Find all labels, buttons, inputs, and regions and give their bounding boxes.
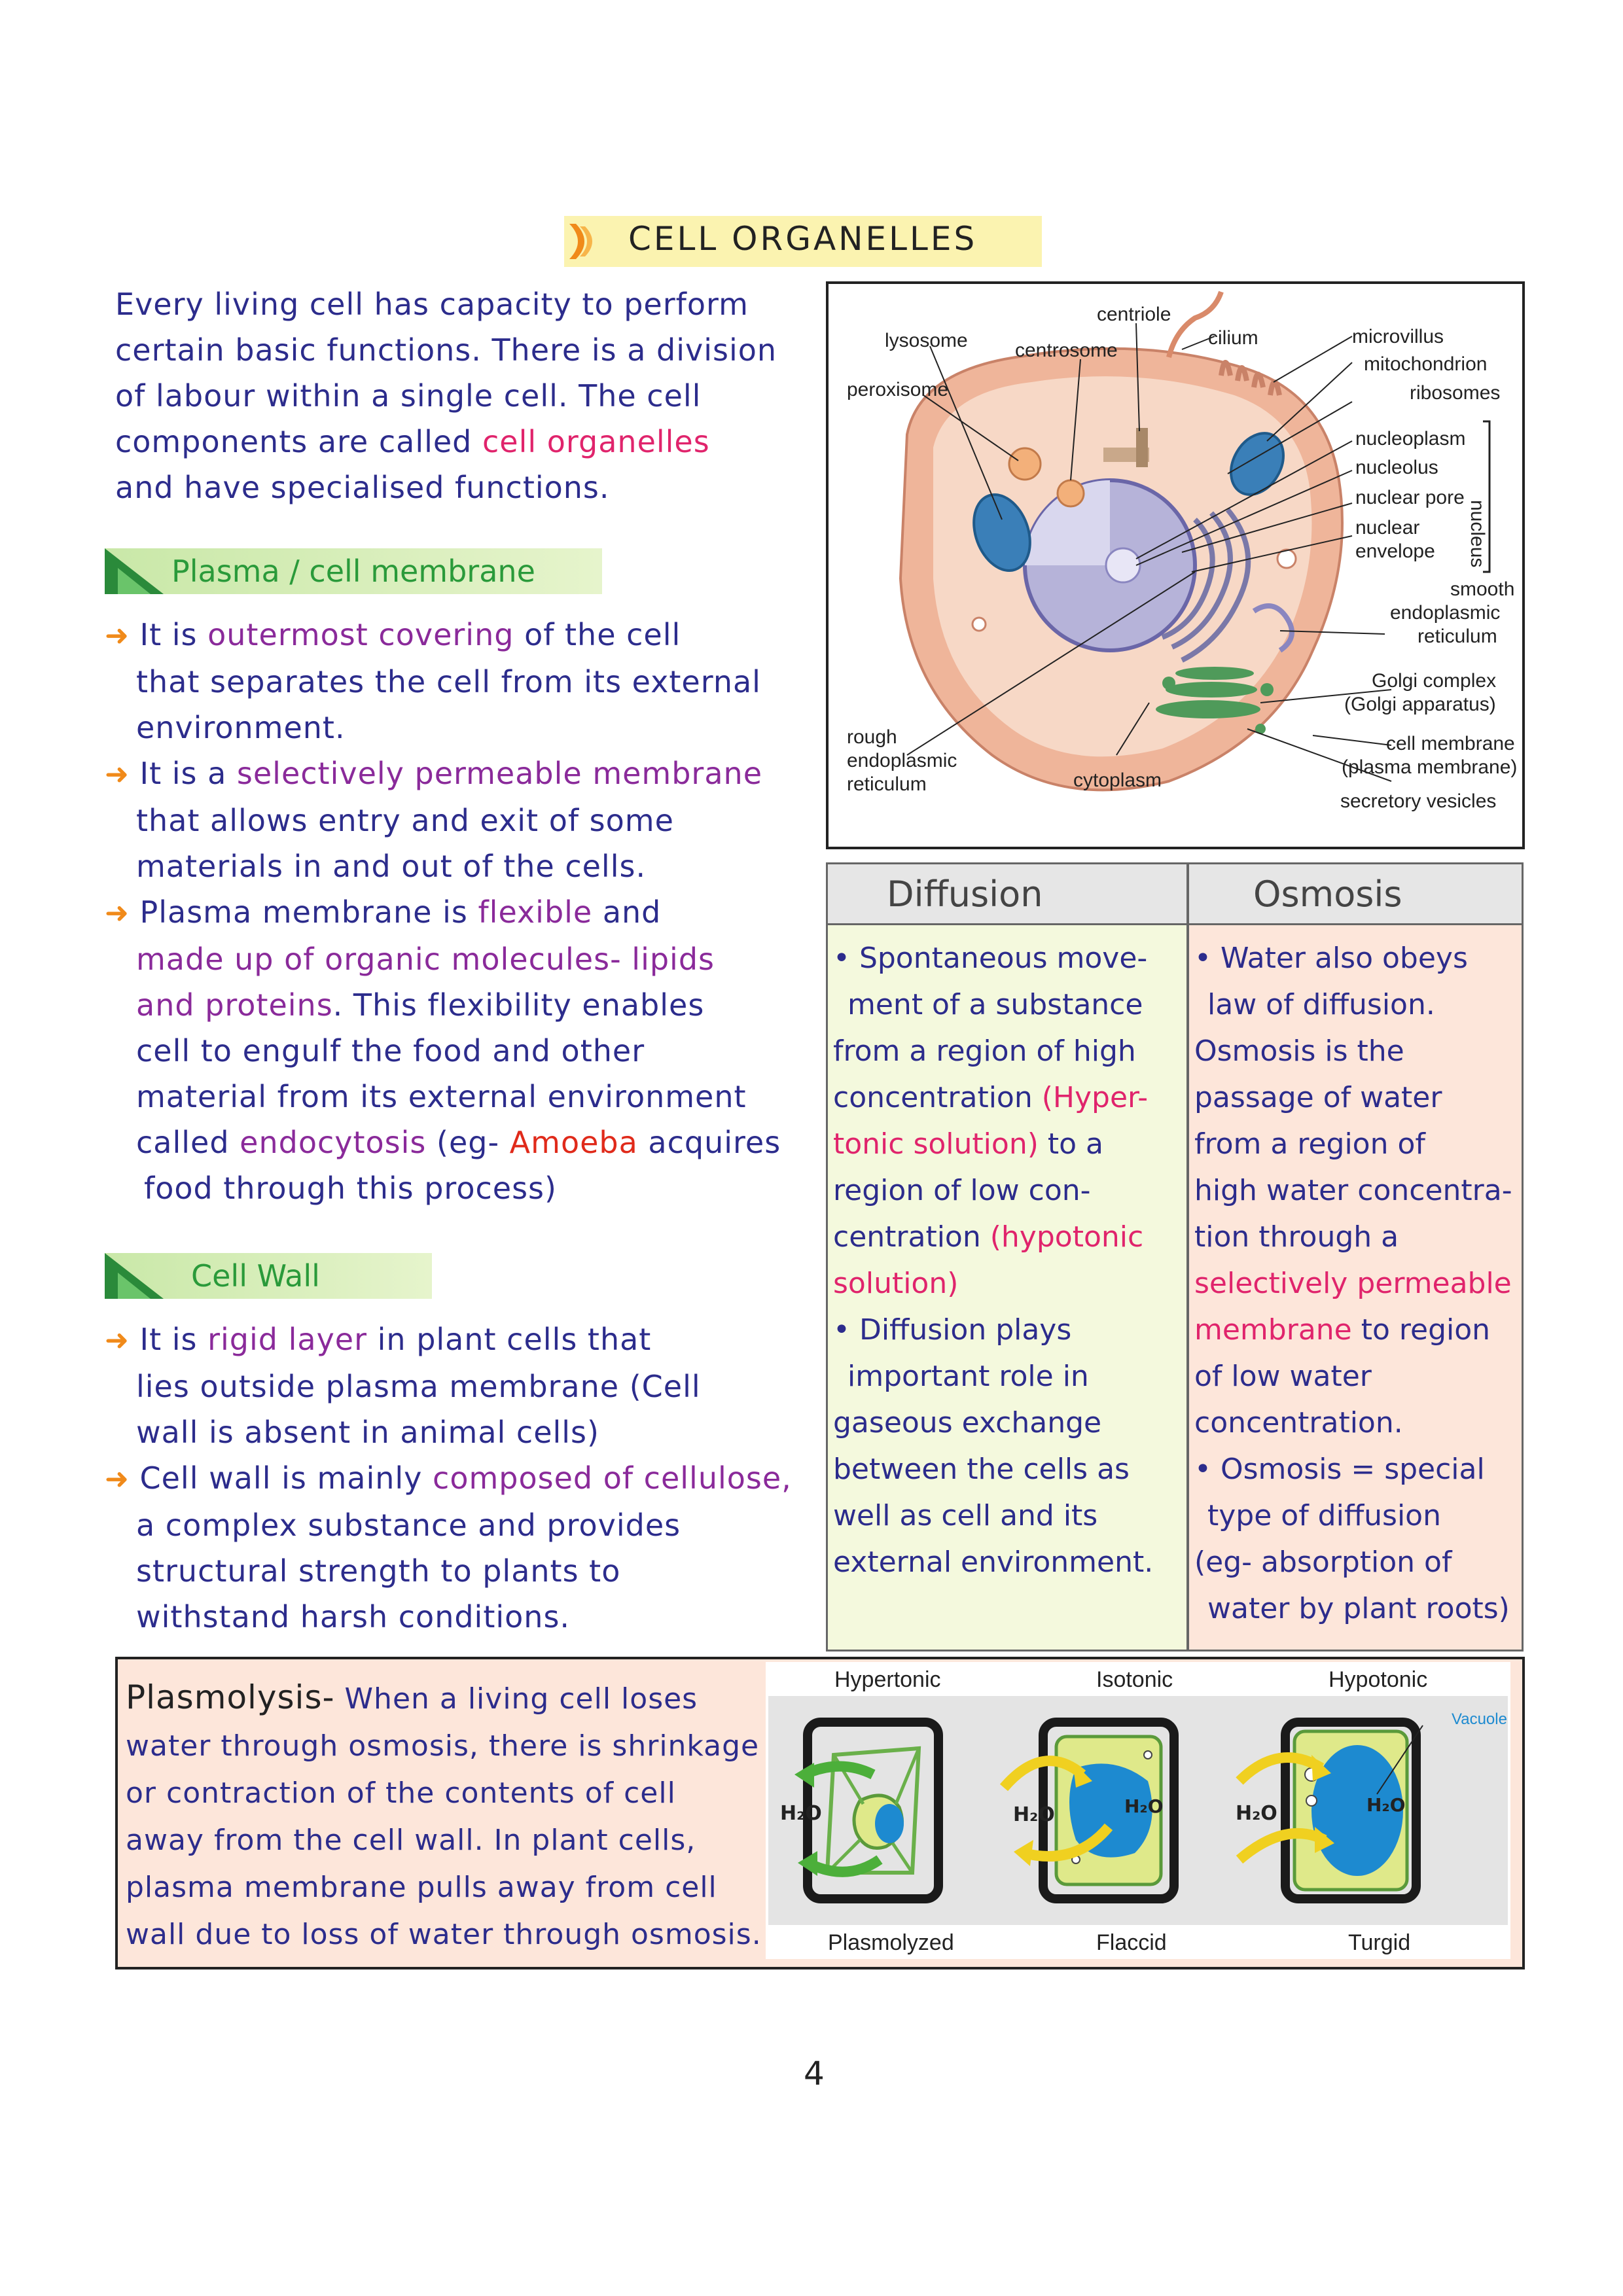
text: (hypotonic: [990, 1220, 1144, 1254]
text: - lipids: [610, 942, 715, 977]
text: in plant cells that: [377, 1322, 652, 1357]
h2o-label: H₂O: [1366, 1794, 1406, 1816]
intro-line: Every living cell has capacity to perform: [115, 287, 749, 322]
table-line: [833, 1121, 1153, 1167]
table-line: selectively permeable: [1194, 1267, 1512, 1300]
label-smooth-er: endoplasmic: [1390, 602, 1501, 624]
label-centrosome: centrosome: [1015, 340, 1118, 361]
table-line: tion through a: [1194, 1220, 1399, 1254]
bullet-line: [105, 612, 781, 659]
intro-text: components are called: [115, 424, 473, 459]
arrow-bullet-icon: ➜: [105, 758, 130, 791]
bullet-line: [105, 1316, 792, 1364]
text: and: [602, 894, 662, 930]
column-divider: [1186, 864, 1189, 1650]
text: Plasma membrane is: [139, 894, 468, 930]
text: to region: [1361, 1313, 1491, 1347]
label-cytoplasm: cytoplasm: [1073, 769, 1162, 791]
table-line: (eg- absorption of: [1194, 1545, 1452, 1579]
selectively-permeable-term: selectively permeable membrane: [236, 756, 762, 791]
section-triangle-icon: [105, 1253, 164, 1299]
bullet-line: [105, 936, 781, 982]
table-line: from a region of high: [833, 1034, 1136, 1068]
text: to a: [1047, 1127, 1103, 1161]
bullet-line: cell to engulf the food and other: [136, 1033, 645, 1069]
table-line: ment of a substance: [847, 988, 1143, 1021]
label-nuclear-pore: nuclear pore: [1355, 487, 1465, 508]
plasmolysis-line: or contraction of the contents of cell: [126, 1776, 676, 1810]
table-line: solution): [833, 1267, 959, 1300]
flexible-term: flexible: [478, 894, 593, 930]
label-microvillus: microvillus: [1352, 326, 1444, 347]
amoeba-term: Amoeba: [509, 1125, 638, 1160]
table-line: from a region of: [1194, 1127, 1425, 1161]
bullet-line: that separates the cell from its external: [136, 664, 761, 699]
label-secretory-vesicles: secretory vesicles: [1340, 790, 1497, 812]
label-golgi: Golgi complex: [1372, 670, 1497, 692]
plasmolysis-line: away from the cell wall. In plant cells,: [126, 1824, 696, 1857]
bullet-line: wall is absent in animal cells): [136, 1415, 599, 1450]
text: . This flexibility enables: [332, 987, 705, 1023]
intro-paragraph: [115, 281, 777, 510]
cell-organelles-term: cell organelles: [482, 424, 710, 459]
table-line: • Water also obeys: [1194, 942, 1468, 975]
text: When a living cell loses: [344, 1682, 698, 1716]
table-line: well as cell and its: [833, 1499, 1098, 1532]
text: made up of: [136, 942, 315, 977]
bullet-line: withstand harsh conditions.: [136, 1599, 571, 1634]
table-line: • Spontaneous move-: [833, 942, 1148, 975]
table-line: high water concentra-: [1194, 1174, 1512, 1207]
diffusion-osmosis-table: [826, 862, 1524, 1651]
text: It is: [139, 1322, 198, 1357]
table-line: important role in: [847, 1360, 1089, 1393]
text: centration: [833, 1220, 981, 1254]
plasmolysis-line: wall due to loss of water through osmosis.: [126, 1918, 762, 1951]
label-rough-er: reticulum: [847, 773, 927, 795]
arrow-bullet-icon: ➜: [105, 1324, 130, 1357]
title-bullet-icon: [567, 221, 603, 262]
label-hypotonic: Hypotonic: [1329, 1667, 1428, 1692]
intro-line: [115, 419, 777, 465]
table-line: [833, 1214, 1153, 1260]
plasmolysis-text: [126, 1674, 762, 1958]
table-line: water by plant roots): [1207, 1592, 1510, 1625]
arrow-bullet-icon: ➜: [105, 1462, 130, 1496]
bullet-line: lies outside plasma membrane (Cell: [136, 1369, 701, 1404]
label-turgid: Turgid: [1348, 1930, 1411, 1955]
intro-line: and have specialised functions.: [115, 470, 610, 505]
bullet-line: [105, 982, 781, 1028]
label-flaccid: Flaccid: [1096, 1930, 1167, 1955]
text: concentration: [833, 1081, 1033, 1114]
plasmolysis-term: Plasmolysis-: [126, 1678, 335, 1716]
bullet-line: [105, 1120, 781, 1165]
label-smooth-er: reticulum: [1418, 626, 1497, 647]
page-number: 4: [804, 2055, 825, 2093]
table-line: [833, 1074, 1153, 1121]
label-ribosomes: ribosomes: [1410, 382, 1501, 404]
h2o-label: H₂O: [1236, 1802, 1277, 1825]
cell-diagram: [826, 281, 1525, 849]
table-line: of low water: [1194, 1360, 1372, 1393]
label-nucleus: nucleus: [1467, 500, 1488, 568]
table-line: law of diffusion.: [1207, 988, 1435, 1021]
cellulose-term: composed of cellulose,: [433, 1460, 792, 1496]
arrow-bullet-icon: ➜: [105, 896, 130, 930]
table-line: gaseous exchange: [833, 1406, 1102, 1439]
section-triangle-icon: [105, 548, 164, 594]
text: (Hyper-: [1041, 1081, 1149, 1114]
text: tonic solution): [833, 1127, 1039, 1161]
proteins-term: proteins: [205, 987, 333, 1023]
bullet-line: food through this process): [144, 1171, 557, 1206]
label-nucleolus: nucleolus: [1355, 457, 1438, 478]
cell-wall-heading: Cell Wall: [191, 1258, 320, 1294]
diffusion-text: [833, 935, 1153, 1585]
plasmolysis-line: plasma membrane pulls away from cell: [126, 1871, 717, 1904]
label-cell-membrane: cell membrane: [1386, 733, 1515, 754]
header-osmosis: Osmosis: [1253, 874, 1402, 915]
bullet-line: structural strength to plants to: [136, 1553, 621, 1589]
label-peroxisome: peroxisome: [847, 379, 949, 400]
label-plasmolyzed: Plasmolyzed: [828, 1930, 954, 1955]
label-cell-membrane: (plasma membrane): [1342, 756, 1518, 778]
header-diffusion: Diffusion: [887, 874, 1043, 915]
plasma-membrane-heading: Plasma / cell membrane: [171, 554, 535, 589]
label-isotonic: Isotonic: [1096, 1667, 1173, 1692]
label-golgi: (Golgi apparatus): [1344, 694, 1496, 715]
label-centriole: centriole: [1097, 304, 1171, 325]
bullet-line: [105, 1455, 792, 1502]
table-line: type of diffusion: [1207, 1499, 1441, 1532]
label-nuclear-envelope: envelope: [1355, 540, 1435, 562]
label-mitochondrion: mitochondrion: [1364, 353, 1488, 375]
table-line: concentration.: [1194, 1406, 1403, 1439]
label-lysosome: lysosome: [885, 330, 968, 351]
text: (eg-: [437, 1125, 500, 1160]
bullet-line: that allows entry and exit of some: [136, 803, 674, 838]
label-smooth-er: smooth: [1450, 578, 1515, 600]
text: called: [136, 1125, 230, 1160]
label-nuclear-envelope: nuclear: [1355, 517, 1420, 539]
arrow-bullet-icon: ➜: [105, 619, 130, 652]
text: Cell wall is mainly: [139, 1460, 423, 1496]
label-nucleoplasm: nucleoplasm: [1355, 428, 1466, 450]
table-line: between the cells as: [833, 1453, 1130, 1486]
bullet-line: [105, 751, 781, 798]
outermost-term: outermost covering: [207, 617, 514, 652]
label-rough-er: endoplasmic: [847, 750, 957, 771]
text: and: [136, 987, 195, 1023]
label-rough-er: rough: [847, 726, 897, 748]
table-line: external environment.: [833, 1545, 1154, 1579]
table-line: • Diffusion plays: [833, 1313, 1072, 1347]
organic-molecules-term: organic molecules: [325, 942, 611, 977]
table-line: region of low con-: [833, 1174, 1091, 1207]
text: It is a: [139, 756, 227, 791]
plasmolysis-line: [126, 1674, 762, 1723]
bullet-line: material from its external environment: [136, 1079, 747, 1114]
h2o-label: H₂O: [780, 1802, 822, 1825]
endocytosis-term: endocytosis: [240, 1125, 427, 1160]
label-cilium: cilium: [1208, 327, 1258, 349]
text: It is: [139, 617, 198, 652]
table-line: passage of water: [1194, 1081, 1442, 1114]
plasma-membrane-bullets: [105, 612, 781, 1211]
h2o-label: H₂O: [1013, 1803, 1055, 1826]
label-vacuole: Vacuole: [1452, 1710, 1507, 1728]
bullet-line: environment.: [136, 710, 346, 745]
rigid-layer-term: rigid layer: [207, 1322, 368, 1357]
page-title: CELL ORGANELLES: [628, 220, 978, 258]
intro-line: of labour within a single cell. The cell: [115, 378, 702, 414]
text: acquires: [648, 1125, 781, 1160]
plasmolysis-line: water through osmosis, there is shrinkage: [126, 1729, 760, 1763]
bullet-line: materials in and out of the cells.: [136, 849, 647, 884]
text: of the cell: [524, 617, 681, 652]
table-line: Osmosis is the: [1194, 1034, 1404, 1068]
table-line: [1194, 1307, 1512, 1353]
h2o-label: H₂O: [1124, 1795, 1164, 1817]
bullet-line: a complex substance and provides: [136, 1508, 681, 1543]
bullet-line: [105, 889, 781, 936]
label-hypertonic: Hypertonic: [834, 1667, 941, 1692]
text: membrane: [1194, 1313, 1352, 1347]
intro-line: certain basic functions. There is a division: [115, 332, 777, 368]
osmosis-text: [1194, 935, 1512, 1632]
table-line: • Osmosis = special: [1194, 1453, 1485, 1486]
cell-wall-bullets: [105, 1316, 792, 1640]
